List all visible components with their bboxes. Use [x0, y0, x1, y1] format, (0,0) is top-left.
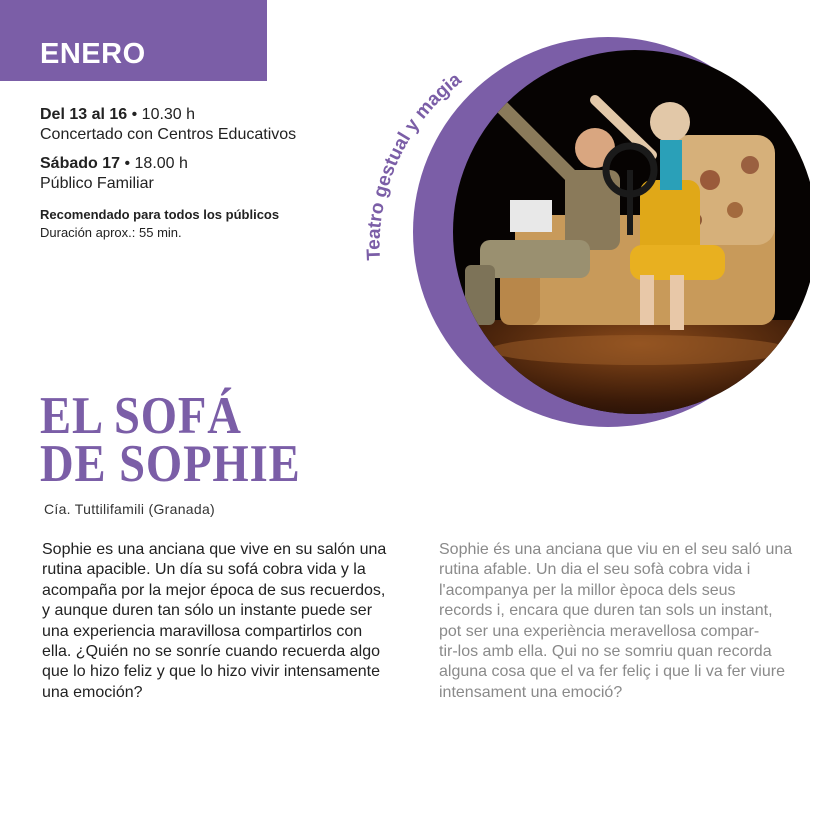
- schedule-saturday: [40, 154, 350, 174]
- show-photo-area: [340, 20, 810, 440]
- schedule-weekdays-audience: Concertado con Centros Educativos: [40, 126, 297, 143]
- es-line: una emoción?: [42, 683, 143, 701]
- es-line: ella. ¿Quién no se sonríe cuando recuerda algo: [42, 643, 380, 661]
- ca-line: tir-los amb ella. Qui no se somriu quan recorda: [439, 643, 772, 661]
- ca-line: intensament una emoció?: [439, 683, 623, 701]
- es-line: que lo hizo feliz y que lo hizo vivir intensamente: [42, 663, 380, 681]
- es-line: Sophie es una anciana que vive en su salón una: [42, 541, 387, 558]
- es-line: y aunque duren tan sólo un instante puede ser: [42, 602, 373, 620]
- schedule-saturday-audience: Público Familiar: [40, 175, 154, 192]
- show-photo-svg: [340, 20, 810, 440]
- ca-line: l'acompanya per la millor època dels seus: [439, 581, 736, 599]
- month-banner: [0, 0, 267, 81]
- ca-line: records i, encara que duren tan sols un instant,: [439, 602, 773, 620]
- description-catalan: [439, 540, 793, 703]
- es-line: una experiencia maravillosa compartirlos con: [42, 622, 363, 640]
- es-line: rutina apacible. Un día su sofá cobra vida y la: [42, 561, 366, 579]
- schedule-saturday-date: Sábado 17: [40, 155, 121, 172]
- schedule-block: [40, 105, 350, 242]
- recommended-note: Recomendado para todos los públicos: [40, 207, 280, 222]
- ca-line: Sophie és una anciana que viu en el seu saló una: [439, 541, 793, 558]
- show-title-line2: DE SOPHIE: [40, 435, 301, 493]
- ca-line: alguna cosa que el va fer feliç i que li va fer viure: [439, 663, 785, 681]
- duration-note: Duración aprox.: 55 min.: [40, 225, 182, 240]
- schedule-weekdays-time: • 10.30 h: [127, 106, 196, 123]
- show-title-line1: EL SOFÁ: [40, 387, 242, 445]
- show-title: [40, 387, 301, 493]
- ca-line: rutina afable. Un dia el seu sofà cobra vida i: [439, 561, 751, 579]
- description-spanish: [42, 540, 394, 703]
- genre-label: Teatro gestual y magia: [363, 69, 466, 261]
- schedule-saturday-time: • 18.00 h: [120, 155, 188, 172]
- ca-line: pot ser una experiència meravellosa compar-: [439, 622, 760, 640]
- company-name: Cía. Tuttilifamili (Granada): [44, 501, 216, 517]
- schedule-weekdays-dates: Del 13 al 16: [40, 106, 128, 123]
- month-label: ENERO: [40, 38, 146, 70]
- es-line: acompaña por la mejor época de sus recuerdos,: [42, 581, 386, 599]
- schedule-weekdays: [40, 105, 350, 125]
